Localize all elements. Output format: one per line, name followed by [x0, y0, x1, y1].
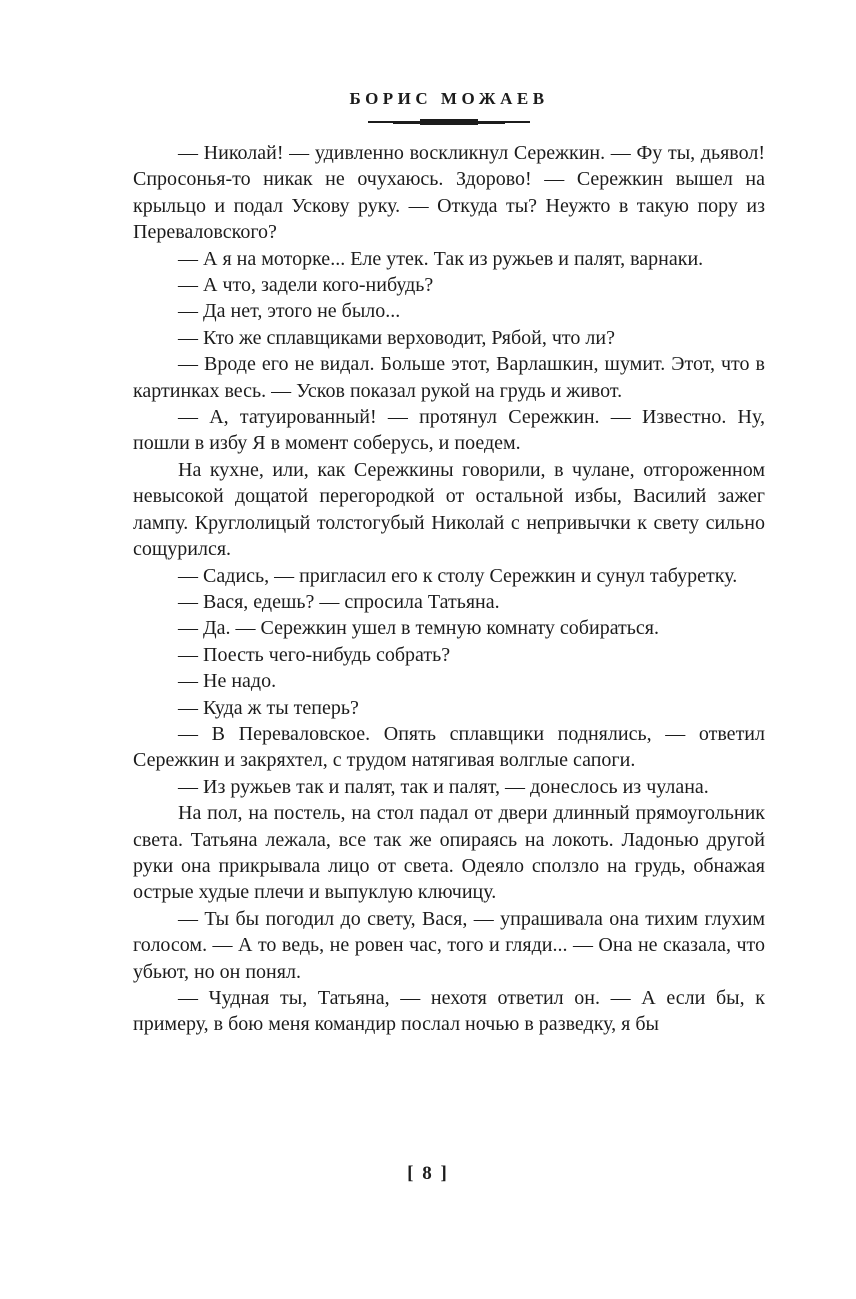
paragraph: — А, татуированный! — протянул Сережкин. — Известно. Ну, пошли в избу Я в момент соберусь, и поедем.	[133, 406, 765, 455]
paragraph: — Кто же сплавщиками верховодит, Рябой, что ли?	[178, 326, 615, 349]
paragraph: — Да. — Сережкин ушел в темную комнату собираться.	[178, 617, 659, 640]
paragraph: — Вася, едешь? — спросила Татьяна.	[178, 590, 500, 613]
paragraph: — Вроде его не видал. Больше этот, Варлашкин, шумит. Этот, что в картинках весь. — Усков показал рукой на грудь и живот.	[133, 353, 765, 402]
paragraph: — А я на моторке... Еле утек. Так из ружьев и палят, варнаки.	[178, 247, 704, 270]
paragraph: — Садись, — пригласил его к столу Сережкин и сунул табуретку.	[178, 564, 738, 587]
paragraph: — Николай! — удивленно воскликнул Сережкин. — Фу ты, дьявол! Спросонья-то никак не очухаюсь. Здорово! — Сережкин вышел на крыльцо и подал Ускову руку. — Откуда ты? Неужто в такую пору из Переваловского?	[133, 142, 765, 244]
paragraph: — Ты бы погодил до свету, Вася, — упрашивала она тихим глухим голосом. — А то ведь, не ровен час, того и гляди... — Она не сказала, что убьют, но он понял.	[133, 907, 765, 983]
paragraph: — Куда ж ты теперь?	[178, 696, 359, 719]
paragraph: — Не надо.	[178, 670, 277, 693]
paragraph: — Чудная ты, Татьяна, — нехотя ответил он. — А если бы, к примеру, в бою меня командир послал ночью в разведку, я бы	[133, 987, 765, 1036]
divider-thick-rule	[420, 119, 478, 125]
header-divider-ornament	[368, 118, 530, 126]
page-content	[133, 0, 765, 1038]
paragraph: На пол, на постель, на стол падал от двери длинный прямоугольник света. Татьяна лежала, все так же опираясь на локоть. Ладонью другой руки она прикрывала лицо от света. Одеяло сползло на грудь, обнажая острые худые плечи и выпуклую ключицу.	[133, 802, 765, 904]
body-text	[133, 140, 765, 1038]
running-header	[133, 89, 765, 126]
author-name: БОРИС МОЖАЕВ	[349, 89, 549, 108]
paragraph: — А что, задели кого-нибудь?	[178, 274, 434, 297]
paragraph: — Поесть чего-нибудь собрать?	[178, 643, 451, 666]
page-number: [ 8 ]	[407, 1163, 449, 1184]
paragraph: — Да нет, этого не было...	[178, 300, 401, 323]
paragraph: — Из ружьев так и палят, так и палят, — донеслось из чулана.	[178, 775, 709, 798]
paragraph: — В Переваловское. Опять сплавщики поднялись, — ответил Сережкин и закряхтел, с трудом натягивая волглые сапоги.	[133, 722, 765, 772]
paragraph: На кухне, или, как Сережкины говорили, в чулане, отгороженном невысокой дощатой перегородкой от остальной избы, Василий зажег лампу. Круглолицый толстогубый Николай с непривычки к свету сильно сощурился.	[133, 458, 765, 561]
